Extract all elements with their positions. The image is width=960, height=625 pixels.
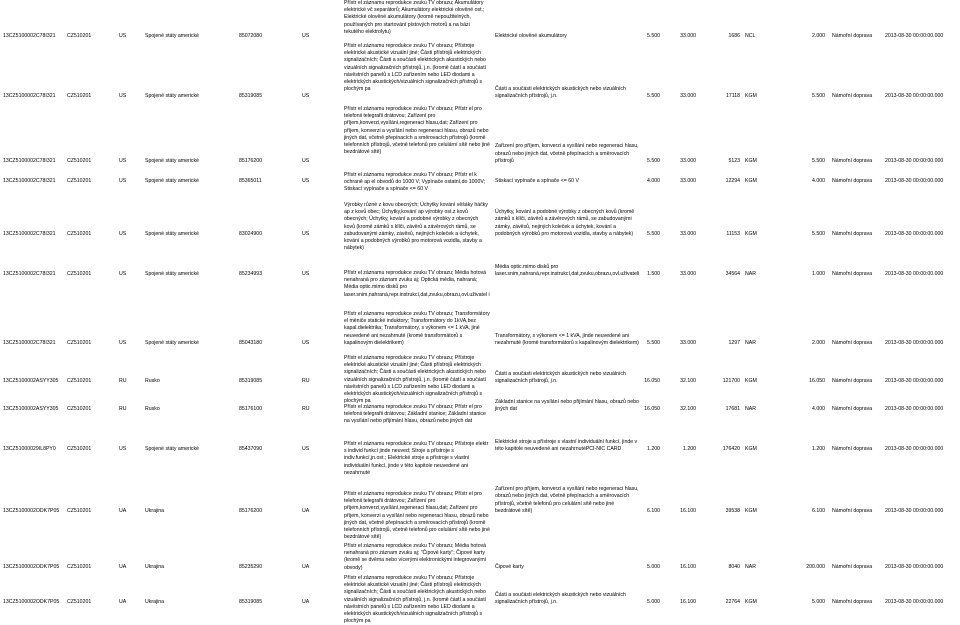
cell-description: Výrobky různé z kovu obecných; Úchytky kování věšáky háčky ap z kovů obec; Úchytky,kování ap výrobky ost.z kovů obecných; Úchytky, kování a podobné výrobky z obecných kovů (kromě zámků s klíči, závěrů a závěrových rámů, se zabudovanými zámky, závěsů, nejiných koleček a úchytek, kování a podobných výrobků pro motorová vozidla, stavby a nábytek) [344, 202, 488, 252]
cell-country-code: US [119, 33, 127, 39]
cell-description: Přístr el záznamu reprodukce zvuku TV obrazu; Přístr el pro telefonii telegrafii drátovou; Zařízení pro příjem,konverzi,vysílání,regeneraci hlasu,dat; Zařízení pro příjem, konverzi a vysílání nebo regeneraci hlasu, obrazů nebo jiných dat, včetně přepínacích a směrovacích přístrojů (kromě telefonních přístrojů, včetně telefonů pro celulární sítě nebo jiné bezdrátové sítě) [344, 491, 490, 541]
cell-description: Přístr el záznamu reprodukce zvuku TV obrazu; Přístroje elektrické akustické vizuální jiné; Části přístrojů elektrických signalizačních; Části a součásti elektrických akustických nebo vizuálních signalizačních přístrojů, j.n. (kromě částí a součástí návěstních panelů s LCD zařízením nebo LED diodami a elektrických akustických/vizuálních signalizačních přístrojů s plochým pa [344, 355, 487, 405]
cell-id: 13CZ5100002C78I321 [3, 271, 56, 277]
cell-value-1: 5.500 [647, 93, 660, 99]
cell-country-code: US [119, 178, 127, 184]
cell-id: 13CZ5100002C78I321 [3, 231, 56, 237]
cell-value-3: 200.000 [806, 564, 825, 570]
cell-code: CZ510201 [67, 378, 92, 384]
cell-date: 2013-08-30 00:00:00.000 [885, 93, 944, 99]
cell-hs-code: 83024900 [239, 231, 263, 237]
cell-country-code-2: US [302, 231, 310, 237]
cell-quantity: 22764 [725, 599, 740, 605]
cell-description-short: Zařízení pro příjem, konverzi a vysílání nebo regeneraci hlasu, obrazů nebo jiných dat, včetně přepínacích a směrovacích přístrojů [495, 143, 639, 164]
cell-description: Přístr el záznamu reprodukce zvuku TV obrazu; Přístroje elektrické akustické vizuální jiné; Části přístrojů elektrických signalizačních; Části a součásti elektrických akustických nebo vizuálních signalizačních přístrojů, j.n. (kromě částí a součástí návěstních panelů s LCD zařízením nebo LED diodami a elektrických akustických/vizuálních signalizačních přístrojů s plochým pa [344, 43, 487, 93]
cell-description-short: Základní stanice na vysílání nebo přijímání hlasu, obrazů nebo jiných dat [495, 398, 639, 412]
cell-quantity: 1686 [728, 33, 740, 39]
table-row [0, 0, 960, 41]
cell-country-code: UA [119, 508, 127, 514]
cell-description: Přístr el záznamu reprodukce zvuku TV obrazu; Média hotová nenahraná pro záznam zvuku aj; "Čipové karty"; Čipové karty (kromě se dvěma nebo vícerými elektronickými integrovanými obvody) [344, 543, 487, 571]
table-row [0, 486, 960, 541]
cell-country: Ukrajina [145, 564, 165, 570]
table-row [0, 263, 960, 298]
cell-transport: Námořní doprava [832, 231, 873, 237]
cell-unit: NAR [745, 340, 756, 346]
cell-country-code-2: US [302, 178, 310, 184]
cell-description: Přístr el záznamu reprodukce zvuku TV obrazu; Média hotová nenahraná pro záznam zvuku aj; Optická média, nahraná; Média optic.mimo disků pro laser.snim,nahraná,repr.instrukcí,dat,zvuku,obrazu,ovl.uživatel i [344, 270, 490, 298]
cell-country: Spojené státy americké [145, 178, 199, 184]
cell-country-code: US [119, 93, 127, 99]
cell-country-code: US [119, 446, 127, 452]
cell-country: Spojené státy americké [145, 446, 199, 452]
cell-description-short: Stiskací vypínače a spínače <= 60 V [495, 177, 579, 184]
cell-value-3: 4.000 [812, 406, 825, 412]
cell-description-short: Elektrické olověné akumulátory [495, 32, 567, 39]
cell-country: Spojené státy americké [145, 271, 199, 277]
cell-description: Přístr el záznamu reprodukce zvuku TV obrazu; Přístr el k ochraně ap el obvodů do 1000 V; Vypínače ostatní,do 1000V; Stiskací vypínače a spínače <= 60 V [344, 172, 486, 193]
cell-code: CZ510201 [67, 271, 92, 277]
table-row [0, 43, 960, 101]
cell-quantity: 17681 [725, 406, 740, 412]
cell-description-short: Transformátory, s výkonem <= 1 kVA, jinde neuvedené ani nezahrnuté (kromě transformátorů s kapalinovým dielektrikem) [495, 332, 639, 346]
cell-unit: KGM [745, 599, 757, 605]
cell-hs-code: 85319085 [239, 93, 263, 99]
cell-country-code: RU [119, 406, 127, 412]
cell-value-3: 5.000 [812, 599, 825, 605]
cell-description-short: Části a součásti elektrických akustických nebo vizuálních signalizačních přístrojů, j.n. [495, 85, 626, 99]
cell-country-code: UA [119, 599, 127, 605]
cell-value-2: 33.000 [680, 340, 696, 346]
cell-value-1: 5.500 [647, 340, 660, 346]
cell-value-1: 16.050 [644, 406, 660, 412]
cell-date: 2013-08-30 00:00:00.000 [885, 508, 944, 514]
cell-id: 13CZ5100002C78I321 [3, 340, 56, 346]
cell-hs-code: 85235290 [239, 564, 263, 570]
cell-hs-code: 85043180 [239, 340, 263, 346]
cell-code: CZ510201 [67, 33, 92, 39]
cell-id: 13CZ51000029IL8PY0 [3, 446, 56, 452]
table-row [0, 438, 960, 476]
cell-hs-code: 85176200 [239, 508, 263, 514]
cell-value-1: 5.500 [647, 33, 660, 39]
cell-description-short: Čipové karty [495, 563, 524, 570]
cell-date: 2013-08-30 00:00:00.000 [885, 406, 944, 412]
cell-code: CZ510201 [67, 508, 92, 514]
cell-value-3: 1.000 [812, 271, 825, 277]
cell-hs-code: 85365011 [239, 178, 262, 184]
cell-description: Přístr el záznamu reprodukce zvuku TV obrazu; Přístroje elektrické akustické vizuální jiné; Části přístrojů elektrických signalizačních; Části a součásti elektrických akustických nebo vizuálních signalizačních přístrojů, j.n. (kromě částí a součástí návěstních panelů s LCD zařízením nebo LED diodami a elektrických akustických/vizuálních signalizačních přístrojů s plochým pa [344, 575, 487, 625]
cell-quantity: 39538 [725, 508, 740, 514]
cell-value-2: 16.100 [680, 508, 696, 514]
cell-code: CZ510201 [67, 564, 92, 570]
cell-hs-code: 85234993 [239, 271, 263, 277]
table-row [0, 575, 960, 625]
cell-transport: Námořní doprava [832, 271, 873, 277]
table-row [0, 311, 960, 348]
cell-transport: Námořní doprava [832, 93, 873, 99]
cell-value-2: 32.100 [680, 378, 696, 384]
cell-code: CZ510201 [67, 599, 92, 605]
cell-quantity: 176420 [722, 446, 740, 452]
cell-id: 13CZ5100002C78I321 [3, 158, 56, 164]
cell-quantity: 34564 [725, 271, 740, 277]
cell-hs-code: 85072080 [239, 33, 263, 39]
cell-id: 13CZ5100002ASYY305 [3, 378, 59, 384]
cell-value-2: 33.000 [680, 93, 696, 99]
cell-description-short: Části a součásti elektrických akustických nebo vizuálních signalizačních přístrojů, j.n. [495, 591, 626, 605]
cell-country-code-2: US [302, 271, 310, 277]
cell-transport: Námořní doprava [832, 340, 873, 346]
cell-date: 2013-08-30 00:00:00.000 [885, 271, 944, 277]
cell-code: CZ510201 [67, 231, 92, 237]
table-row [0, 172, 960, 193]
cell-transport: Námořní doprava [832, 564, 873, 570]
cell-value-1: 4.000 [647, 178, 660, 184]
cell-value-1: 5.500 [647, 158, 660, 164]
cell-country-code: US [119, 271, 127, 277]
cell-value-3: 5.500 [812, 231, 825, 237]
cell-description-short: Média optic.mimo disků pro laser.snim,nahraná,repr.instrukcí,dat,zvuku,obrazu,ovl.uživateli [495, 263, 640, 277]
cell-value-2: 1.200 [683, 446, 696, 452]
cell-country: Spojené státy americké [145, 340, 199, 346]
cell-date: 2013-08-30 00:00:00.000 [885, 231, 944, 237]
cell-value-2: 33.000 [680, 231, 696, 237]
cell-unit: NAR [745, 564, 756, 570]
cell-country-code-2: UA [302, 564, 310, 570]
cell-country-code-2: US [302, 33, 310, 39]
cell-unit: KGM [745, 93, 757, 99]
cell-id: 13CZ5100002C78I321 [3, 93, 56, 99]
cell-code: CZ510201 [67, 158, 92, 164]
cell-transport: Námořní doprava [832, 508, 873, 514]
cell-value-2: 32.100 [680, 406, 696, 412]
cell-hs-code: 85319085 [239, 599, 263, 605]
cell-value-3: 4.000 [812, 178, 825, 184]
cell-id: 13CZ5100002ODK7P05 [3, 508, 60, 514]
cell-value-1: 6.100 [647, 508, 660, 514]
cell-description-short: Úchytky, kování a podobné výrobky z obecných kovů (kromě zámků s klíči, závěrů a závěrových rámů, se zabudovanými zámky, závěsů, nejiných koleček a úchytek, kování a podobných výrobků pro motorová vozidla, stavby a nábytek) [495, 209, 635, 237]
cell-country-code-2: US [302, 93, 310, 99]
cell-country-code: US [119, 340, 127, 346]
cell-description: Přístr el záznamu reprodukce zvuku TV obrazu; Přístr el pro telefonii telegrafii drátovou; Základní stanice; Základní stanice na vysílání nebo přijímání hlasu, obrazů nebo jiných dat [344, 404, 486, 425]
cell-hs-code: 85319085 [239, 378, 263, 384]
cell-value-3: 1.200 [812, 446, 825, 452]
cell-description-short: Části a součásti elektrických akustických nebo vizuálních signalizačních přístrojů, j.n. [495, 370, 626, 384]
cell-code: CZ510201 [67, 340, 92, 346]
cell-hs-code: 85176200 [239, 158, 263, 164]
cell-country-code: RU [119, 378, 127, 384]
cell-value-2: 33.000 [680, 178, 696, 184]
cell-description-short: Elektrické stroje a přístroje s vlastní individuální funkcí, jinde v této kapitole neuvedené ani nezahrnutéPCI-NIC CARD [495, 438, 638, 452]
cell-id: 13CZ5100002ASYY305 [3, 406, 59, 412]
cell-date: 2013-08-30 00:00:00.000 [885, 446, 944, 452]
cell-value-3: 6.100 [812, 508, 825, 514]
cell-unit: NCL [745, 33, 756, 39]
cell-transport: Námořní doprava [832, 158, 873, 164]
cell-description: Přístr el záznamu reprodukce zvuku TV obrazu; Transformátory el měniče statické induktory; Transformátory do 1kVA,bez kapal.dielektrika; Transformátory, s výkonem <= 1 kVA, jiné neuvedené ani nezahrnuté (kromě transformátorů s kapalinovým dielektrikem) [344, 311, 490, 346]
cell-code: CZ510201 [67, 406, 92, 412]
cell-date: 2013-08-30 00:00:00.000 [885, 33, 944, 39]
cell-quantity: 12294 [725, 178, 740, 184]
cell-id: 13CZ5100002ODK7P05 [3, 599, 60, 605]
cell-country: Rusko [145, 406, 160, 412]
cell-country: Spojené státy americké [145, 33, 199, 39]
cell-id: 13CZ5100002C78I321 [3, 33, 56, 39]
cell-country: Ukrajina [145, 599, 165, 605]
cell-quantity: 17118 [725, 93, 740, 99]
cell-unit: KGM [745, 231, 757, 237]
cell-code: CZ510201 [67, 178, 92, 184]
cell-unit: NAR [745, 406, 756, 412]
cell-country-code-2: RU [302, 378, 310, 384]
cell-value-2: 33.000 [680, 271, 696, 277]
cell-value-1: 5.000 [647, 599, 660, 605]
cell-unit: KGM [745, 158, 757, 164]
cell-quantity: 5123 [728, 158, 740, 164]
cell-date: 2013-08-30 00:00:00.000 [885, 378, 944, 384]
cell-value-3: 5.500 [812, 93, 825, 99]
cell-value-2: 33.000 [680, 158, 696, 164]
cell-value-1: 1.200 [647, 446, 660, 452]
cell-date: 2013-08-30 00:00:00.000 [885, 599, 944, 605]
cell-country-code-2: UA [302, 508, 310, 514]
cell-unit: KGM [745, 508, 757, 514]
cell-country: Spojené státy americké [145, 93, 199, 99]
cell-country-code: US [119, 158, 127, 164]
cell-code: CZ510201 [67, 93, 92, 99]
cell-country-code-2: US [302, 446, 310, 452]
cell-country-code: US [119, 231, 127, 237]
cell-quantity: 8040 [728, 564, 740, 570]
cell-value-3: 2.000 [812, 340, 825, 346]
cell-quantity: 1297 [728, 340, 740, 346]
cell-value-2: 33.000 [680, 33, 696, 39]
cell-value-1: 16.050 [644, 378, 660, 384]
cell-value-3: 2.000 [812, 33, 825, 39]
cell-hs-code: 85176100 [239, 406, 263, 412]
cell-date: 2013-08-30 00:00:00.000 [885, 158, 944, 164]
cell-country: Rusko [145, 378, 160, 384]
cell-value-2: 16.100 [680, 564, 696, 570]
cell-country-code: UA [119, 564, 127, 570]
cell-date: 2013-08-30 00:00:00.000 [885, 564, 944, 570]
cell-id: 13CZ5100002C78I321 [3, 178, 56, 184]
cell-unit: KGM [745, 178, 757, 184]
cell-value-2: 16.100 [680, 599, 696, 605]
cell-id: 13CZ5100002ODK7P05 [3, 564, 60, 570]
cell-quantity: 11153 [726, 231, 740, 237]
cell-unit: KGM [745, 446, 757, 452]
cell-country-code-2: US [302, 158, 310, 164]
cell-code: CZ510201 [67, 446, 92, 452]
cell-description: Přístr el záznamu reprodukce zvuku TV obrazu; Akumulátory elektrické vč separátorů; Akumulátory elektrické olověné ost.; Elektrické olověné akumulátory (kromě nepoužitelných, používaných pro startování pístových motorů a na bázi tekutého elektrolytu) [344, 0, 485, 35]
cell-description: Přístr el záznamu reprodukce zvuku TV obrazu; Přístroje elektr s individ funkcí jinde neuved; Stroje a přístroje s indiv.funkcí,jn.ost.; Elektrické stroje a přístroje s vlastní individuální funkcí, jinde v této kapitole neuvedené ani nezahrnuté [344, 441, 489, 476]
cell-country: Spojené státy americké [145, 158, 199, 164]
cell-country-code-2: US [302, 340, 310, 346]
cell-value-1: 1.500 [647, 271, 660, 277]
cell-description-short: Zařízení pro příjem, konverzi a vysílání nebo regeneraci hlasu, obrazů nebo jiných dat, včetně přepínacích a směrovacích přístrojů, včetně telefonů pro celulární sítě nebo jiné bezdrátové sítě) [495, 486, 639, 514]
cell-transport: Námořní doprava [832, 446, 873, 452]
cell-transport: Námořní doprava [832, 33, 873, 39]
table-row [0, 398, 960, 425]
table-row [0, 106, 960, 166]
cell-unit: NAR [745, 271, 756, 277]
cell-hs-code: 85437090 [239, 446, 263, 452]
cell-country: Spojené státy americké [145, 231, 199, 237]
table-row [0, 202, 960, 252]
cell-country: Ukrajina [145, 508, 165, 514]
cell-transport: Námořní doprava [832, 406, 873, 412]
cell-transport: Námořní doprava [832, 178, 873, 184]
cell-description: Přístr el záznamu reprodukce zvuku TV obrazu; Přístr el pro telefonii telegrafii drátovou; Zařízení pro příjem,konverzi,vysílání,regeneraci hlasu,dat; Zařízení pro příjem, konverzi a vysílání nebo regeneraci hlasu, obrazů nebo jiných dat, včetně přepínacích a směrovacích přístrojů (kromě telefonních přístrojů, včetně telefonů pro celulární sítě nebo jiné bezdrátové sítě) [344, 106, 490, 156]
cell-country-code-2: UA [302, 599, 310, 605]
cell-value-3: 16.050 [809, 378, 825, 384]
cell-date: 2013-08-30 00:00:00.000 [885, 340, 944, 346]
cell-value-1: 5.000 [647, 564, 660, 570]
cell-transport: Námořní doprava [832, 378, 873, 384]
cell-quantity: 121700 [722, 378, 740, 384]
cell-date: 2013-08-30 00:00:00.000 [885, 178, 944, 184]
table-row [0, 543, 960, 572]
cell-value-1: 5.500 [647, 231, 660, 237]
cell-value-3: 5.500 [812, 158, 825, 164]
cell-unit: KGM [745, 378, 757, 384]
cell-transport: Námořní doprava [832, 599, 873, 605]
cell-country-code-2: RU [302, 406, 310, 412]
